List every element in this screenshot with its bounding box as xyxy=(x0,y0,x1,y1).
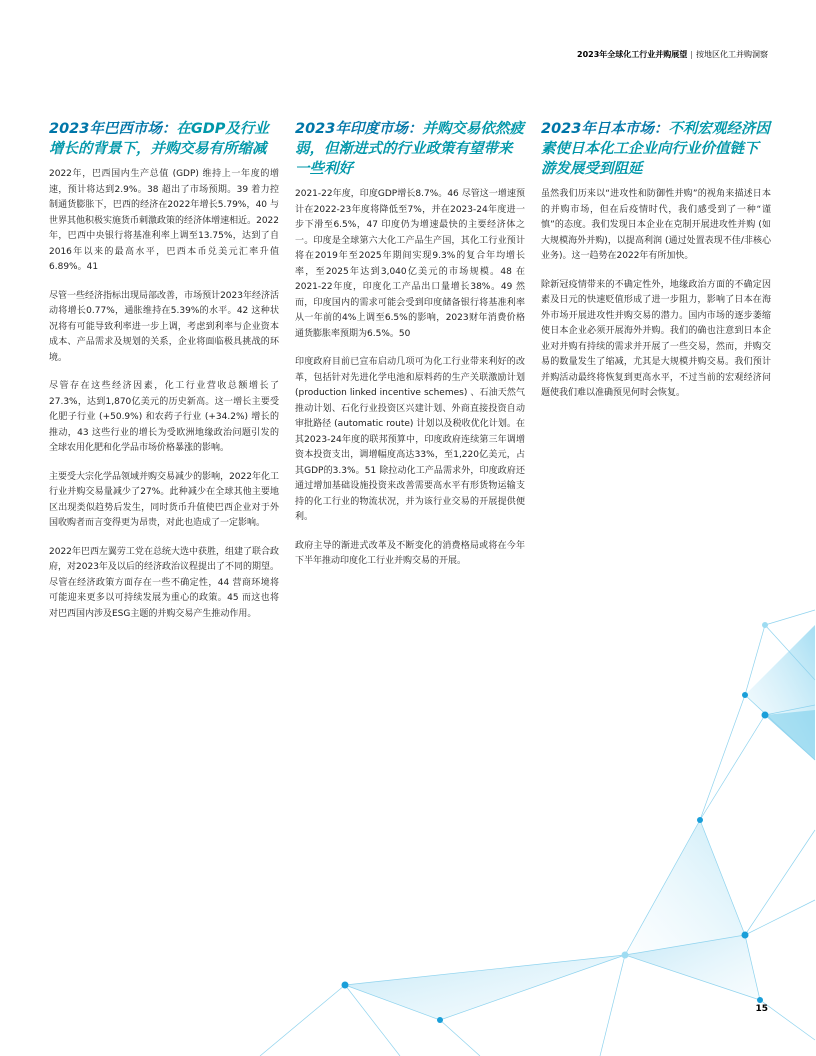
india-paragraph: 印度政府目前已宣布启动几项可为化工行业带来利好的改革，包括针对先进化学电池和原料药的生产关联激励计划 (production linked incentive schemes) 、石油天然气推动计划、石化行业投资区兴建计划、外商直接投资自动审批路径 (automatic route) 计划以及税收优化计划。在其2023-24年度的联邦预算中，印度政府连续第三年调增资本投资支出，调增幅度高达33%，至1,220亿美元，占其GDP的3.3%。51 除拉动化工产品需求外，印度政府还通过增加基础设施投资来改善需要高水平有形货物运输支持的化工行业的物流状况，并为该行业交易的开展提供便利。 xyxy=(295,357,525,522)
brazil-paragraph: 2022年巴西左翼劳工党在总统大选中获胜，组建了联合政府，对2023年及以后的经济政治议程提出了不同的期望。尽管在经济政策方面存在一些不确定性，44 营商环境将可能迎来更多以可持续发展为重心的政策。45 而这也将对巴西国内涉及ESG主题的并购交易产生推动作用。 xyxy=(49,546,279,619)
brazil-heading xyxy=(49,119,279,159)
india-heading xyxy=(295,119,525,179)
japan-paragraph: 除新冠疫情带来的不确定性外，地缘政治方面的不确定因素及日元的快速贬值形成了进一步阻力，影响了日本在海外市场开展进攻性并购交易的潜力。国内市场的逐步萎缩使日本企业必须开展海外并购。我们的确也注意到日本企业对并购有持续的需求并开展了一些交易，然而，并购交易的数量发生了缩减，尤其是大规模并购交易。我们预计并购活动最终将恢复到更高水平，不过当前的宏观经济问题使我们难以准确预见何时会恢复。 xyxy=(541,279,771,398)
column-japan xyxy=(541,119,771,415)
column-india xyxy=(295,119,525,583)
japan-heading xyxy=(541,119,771,179)
header-separator: | xyxy=(690,50,693,59)
network-nodes xyxy=(342,622,769,1023)
page-number: 15 xyxy=(755,1004,768,1014)
india-heading-accent: 2023年印度市场： xyxy=(295,121,423,137)
japan-heading-rest: 不利宏观经济因素使日本化工企业向行业价值链下游发展受到阻延 xyxy=(541,121,770,177)
india-paragraph: 2021-22年度，印度GDP增长8.7%。46 尽管这一增速预计在2022-23年度将降低至7%，并在2023-24年度进一步下滑至6.5%，47 印度仍为增速最快的主要经济体之一。印度是全球第六大化工产品生产国，其化工行业预计将在2019年至2025年期间实现9.3%的复合年均增长率，至2025年达到3,040亿美元的市场规模。48 在2021-22年度，印度化工产品出口量增长38%。49 然而，印度国内的需求可能会受到印度储备银行将基准利率从一年前的4%上调至6.5%的影响，2023财年消费价格通货膨胀率预期为6.5%。50 xyxy=(295,189,525,339)
network-lines xyxy=(260,610,815,1056)
brazil-paragraph: 2022年，巴西国内生产总值 (GDP) 维持上一年度的增速，预计将达到2.9%。38 超出了市场预期。39 着力控制通货膨胀下，巴西的经济在2022年增长5.79%，40 与世界其他积极实施货币刺激政策的经济体增速相近。2022年，巴西中央银行将基准利率上调至13.75%，达到了自2016年以来的最高水平，巴西本币兑美元汇率升值6.89%。41 xyxy=(49,169,279,272)
japan-paragraph: 虽然我们历来以“进攻性和防御性并购”的视角来描述日本的并购市场，但在后疫情时代，我们感受到了一种“谨慎”的态度。我们发现日本企业在克制开展进攻性并购 (如大规模海外并购)，以提高利润 (通过处置表现不佳/非核心业务)。这一趋势在2022年有所加快。 xyxy=(541,189,771,261)
india-heading-rest: 并购交易依然疲弱，但渐进式的行业政策有望带来一些利好 xyxy=(295,121,524,177)
header-title: 2023年全球化工行业并购展望 xyxy=(577,50,688,59)
brazil-heading-rest: 在GDP及行业增长的背景下，并购交易有所缩减 xyxy=(49,121,269,157)
network-faces xyxy=(345,625,815,1020)
header-subtitle: 按地区化工并购洞察 xyxy=(696,50,768,59)
india-paragraph: 政府主导的渐进式改革及不断变化的消费格局或将在今年下半年推动印度化工行业并购交易的开展。 xyxy=(295,540,525,566)
japan-heading-accent: 2023年日本市场： xyxy=(541,121,669,137)
brazil-paragraph: 尽管一些经济指标出现局部改善，市场预计2023年经济活动将增长0.77%，通胀维持在5.39%的水平。42 这种状况将有可能导致利率进一步上调，考虑到利率与企业资本成本、产品需求及规划的关系，企业将面临极具挑战的环境。 xyxy=(49,290,279,363)
brazil-paragraph: 尽管存在这些经济因素，化工行业营收总额增长了27.3%，达到1,870亿美元的历史新高。这一增长主要受化肥子行业 (+50.9%) 和农药子行业 (+34.2%) 增长的推动，43 这些行业的增长为受欧洲地缘政治问题引发的全球农用化肥和化学品市场价格暴涨的影响。 xyxy=(49,381,279,453)
brazil-paragraph: 主要受大宗化学品领域并购交易减少的影响，2022年化工行业并购交易量减少了27%。此种减少在全球其他主要地区出现类似趋势后发生，同时货币升值使巴西企业对于外国收购者而言变得更为昂贵，对此也造成了一定影响。 xyxy=(49,471,279,528)
brazil-heading-accent: 2023年巴西市场： xyxy=(49,121,177,137)
column-brazil xyxy=(49,119,279,635)
page-header xyxy=(577,49,768,60)
